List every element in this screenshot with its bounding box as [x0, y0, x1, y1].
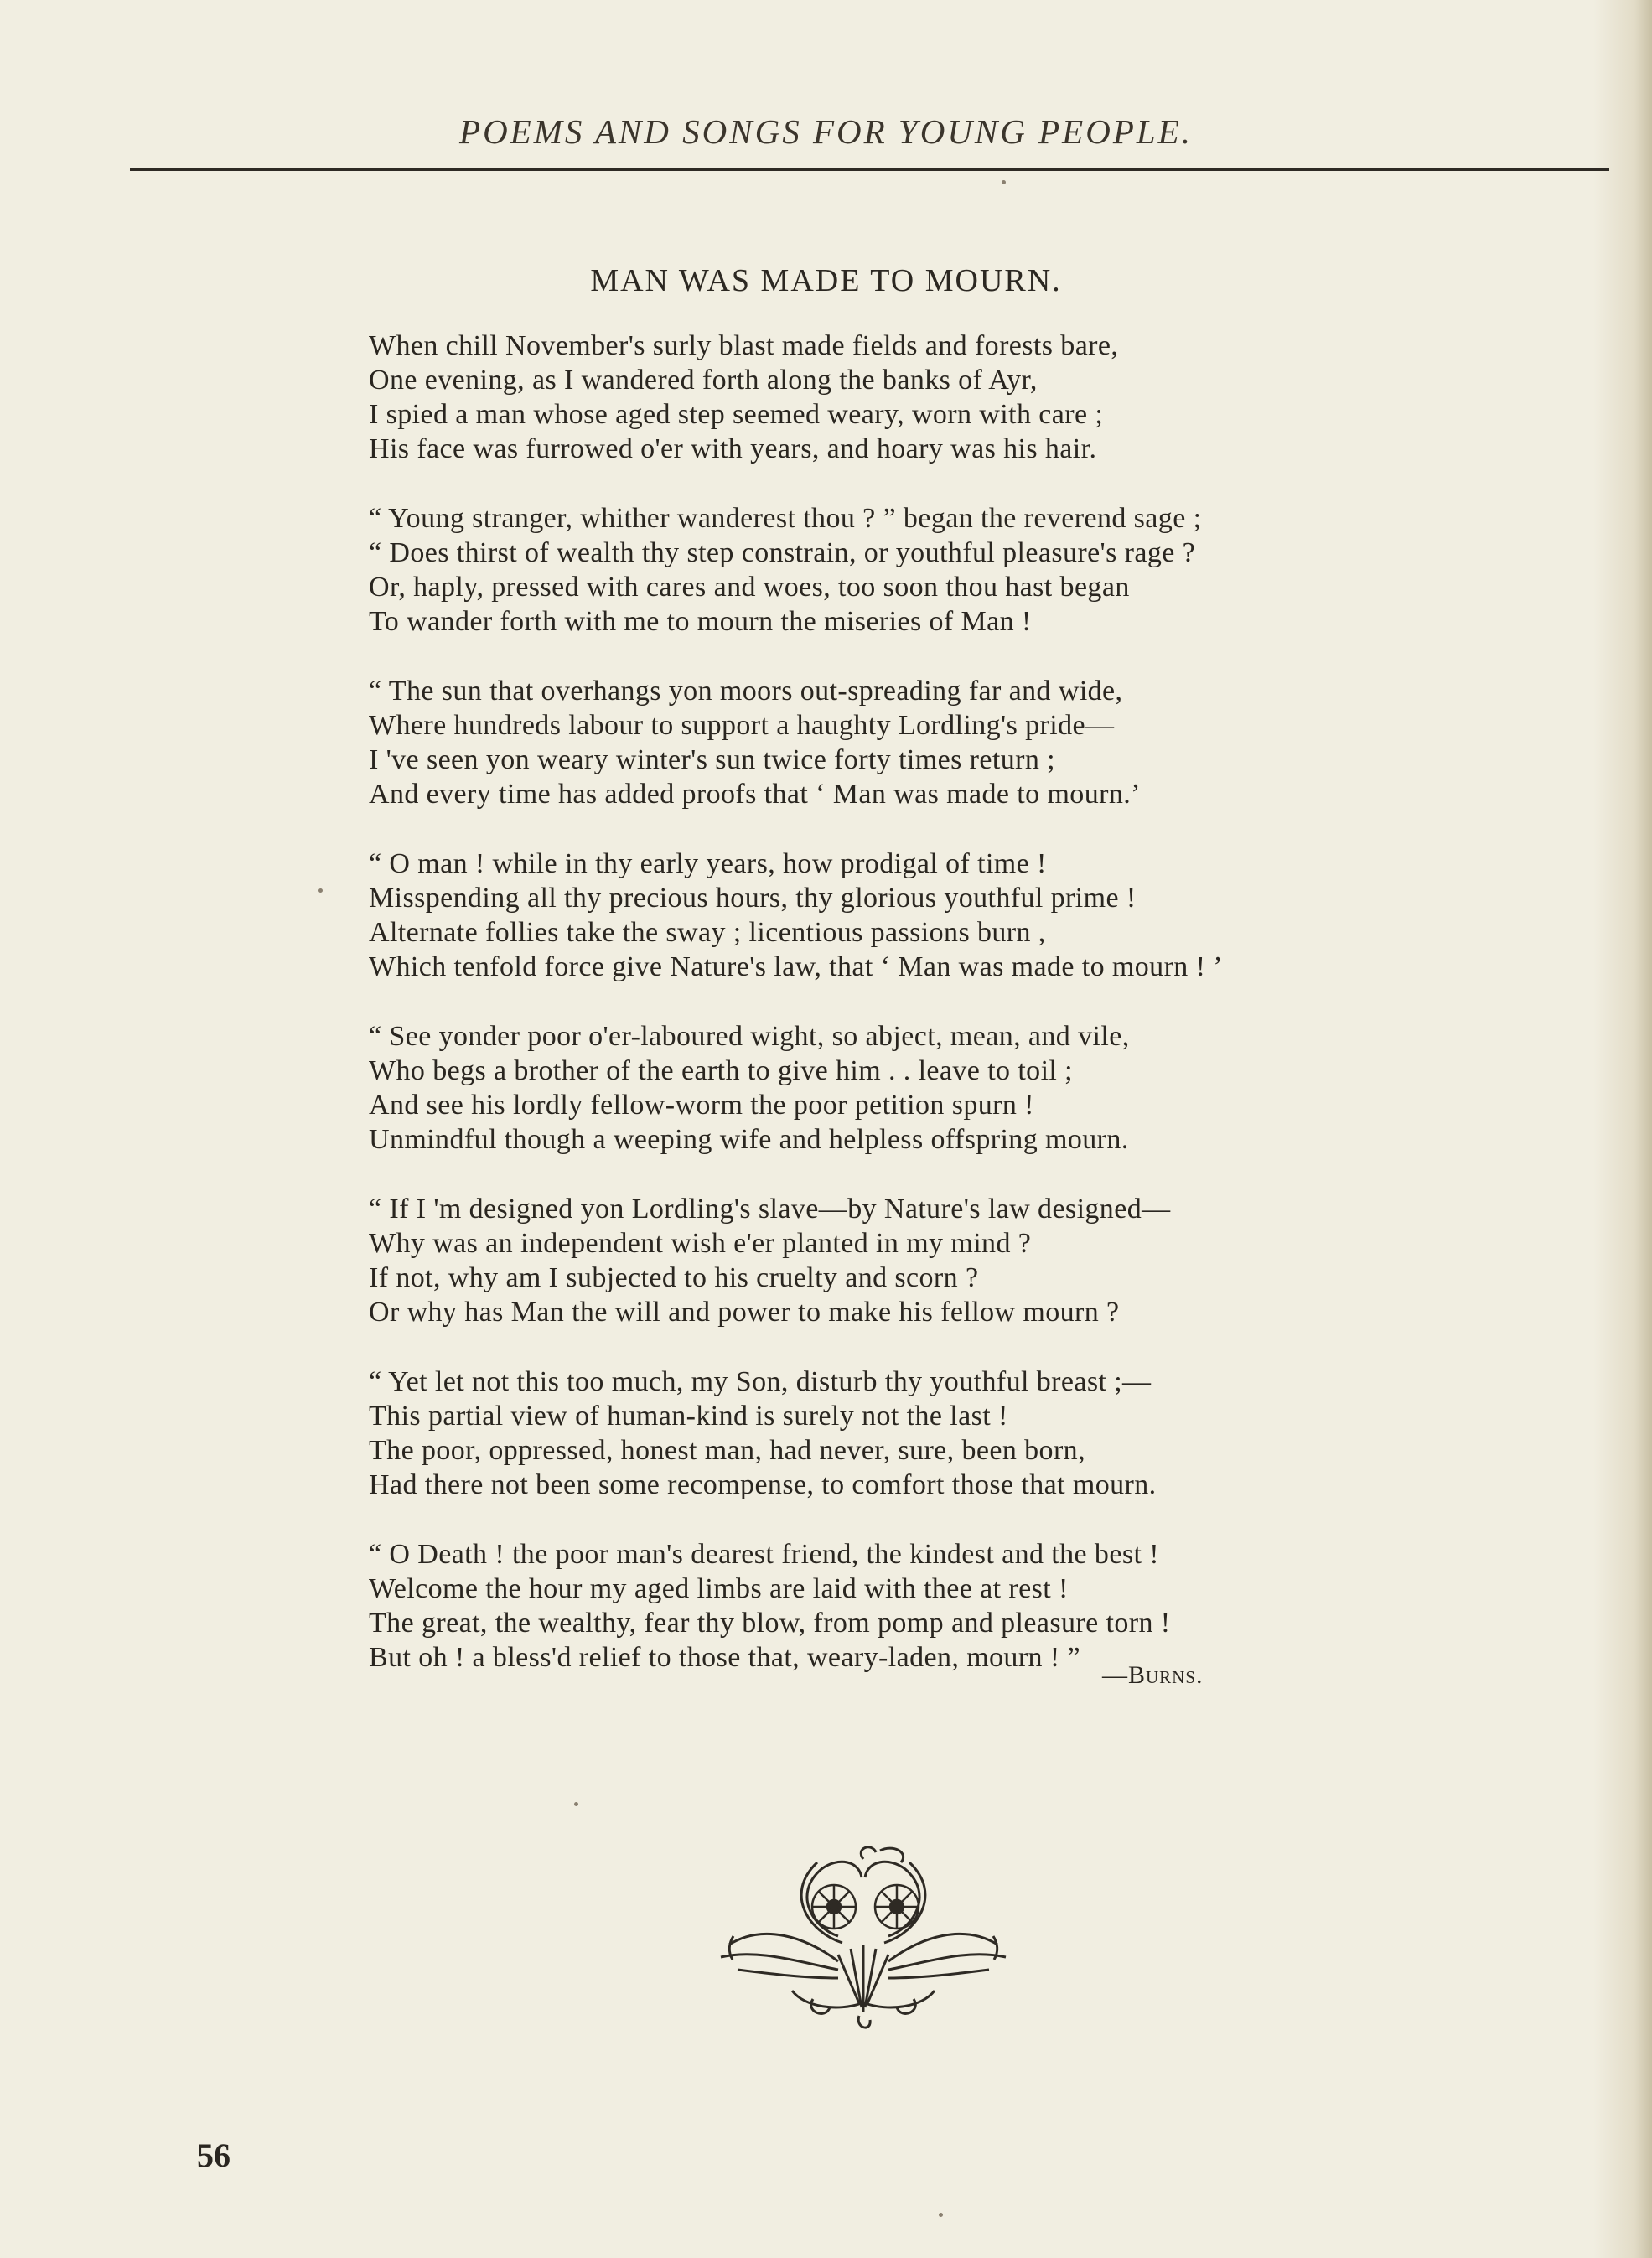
poem-line: “ O Death ! the poor man's dearest friend, the kindest and the best !: [369, 1539, 1159, 1570]
floral-ornament-graphic: [712, 1844, 1014, 2037]
poem-line: Or why has Man the will and power to make his fellow mourn ?: [369, 1297, 1120, 1328]
running-head: POEMS AND SONGS FOR YOUNG PEOPLE.: [459, 112, 1193, 151]
poem-line: His face was furrowed o'er with years, and hoary was his hair.: [369, 433, 1097, 464]
stanza: [369, 1192, 1425, 1329]
poem-line: I spied a man whose aged step seemed weary, worn with care ;: [369, 399, 1104, 430]
poem-line: “ Yet let not this too much, my Son, disturb thy youthful breast ;—: [369, 1366, 1152, 1397]
poem-line: But oh ! a bless'd relief to those that, weary-laden, mourn ! ”: [369, 1642, 1080, 1673]
poem-line: “ See yonder poor o'er-laboured wight, so abject, mean, and vile,: [369, 1021, 1130, 1052]
poem-line: This partial view of human-kind is surely not the last !: [369, 1401, 1008, 1432]
poem-line: One evening, as I wandered forth along the banks of Ayr,: [369, 365, 1038, 396]
poem-line: The poor, oppressed, honest man, had never, sure, been born,: [369, 1435, 1085, 1466]
stanza: [369, 1019, 1425, 1157]
header-rule: [130, 168, 1609, 171]
poem-line: Or, haply, pressed with cares and woes, too soon thou hast began: [369, 572, 1130, 603]
author-signature: —Burns.: [1102, 1661, 1204, 1689]
print-speck: [318, 888, 323, 893]
poem-line: Why was an independent wish e'er planted in my mind ?: [369, 1228, 1032, 1259]
poem-body: [369, 329, 1425, 1710]
poem-line: “ If I 'm designed yon Lordling's slave—by Nature's law designed—: [369, 1194, 1171, 1225]
page-number: 56: [197, 2136, 230, 2174]
poem-line: “ Does thirst of wealth thy step constrain, or youthful pleasure's rage ?: [369, 537, 1196, 568]
stanza: [369, 501, 1425, 639]
poem-title: MAN WAS MADE TO MOURN.: [590, 263, 1062, 298]
poem-line: And see his lordly fellow-worm the poor petition spurn !: [369, 1090, 1034, 1121]
print-speck: [574, 1802, 578, 1806]
poem-line: I 've seen yon weary winter's sun twice forty times return ;: [369, 744, 1055, 775]
stanza: [369, 674, 1425, 811]
poem-line: Welcome the hour my aged limbs are laid with thee at rest !: [369, 1573, 1069, 1604]
page-edge-shadow: [1593, 0, 1652, 2258]
floral-ornament-icon: [712, 1844, 1014, 2037]
poem-line: Which tenfold force give Nature's law, that ‘ Man was made to mourn ! ’: [369, 951, 1223, 982]
poem-line: To wander forth with me to mourn the miseries of Man !: [369, 606, 1032, 637]
poem-line: Unmindful though a weeping wife and helpless offspring mourn.: [369, 1124, 1129, 1155]
poem-line: Where hundreds labour to support a haughty Lordling's pride—: [369, 710, 1115, 741]
stanza: [369, 847, 1425, 984]
poem-line: Had there not been some recompense, to comfort those that mourn.: [369, 1469, 1157, 1500]
poem-line: If not, why am I subjected to his cruelty and scorn ?: [369, 1262, 979, 1293]
poem-line: Misspending all thy precious hours, thy glorious youthful prime !: [369, 883, 1137, 914]
poem-line: And every time has added proofs that ‘ Man was made to mourn.’: [369, 779, 1141, 810]
poem-line: Who begs a brother of the earth to give him . . leave to toil ;: [369, 1055, 1074, 1086]
poem-line: Alternate follies take the sway ; licentious passions burn ,: [369, 917, 1046, 948]
print-speck: [939, 2213, 943, 2217]
print-speck: [1002, 180, 1006, 184]
poem-line: When chill November's surly blast made fields and forests bare,: [369, 330, 1119, 361]
poem-line: The great, the wealthy, fear thy blow, from pomp and pleasure torn !: [369, 1608, 1171, 1639]
poem-line: “ The sun that overhangs yon moors out-spreading far and wide,: [369, 676, 1123, 707]
stanza: [369, 329, 1425, 466]
poem-line: “ Young stranger, whither wanderest thou ? ” began the reverend sage ;: [369, 503, 1202, 534]
stanza: [369, 1365, 1425, 1502]
stanza: [369, 1537, 1425, 1675]
poem-line: “ O man ! while in thy early years, how prodigal of time !: [369, 848, 1047, 879]
